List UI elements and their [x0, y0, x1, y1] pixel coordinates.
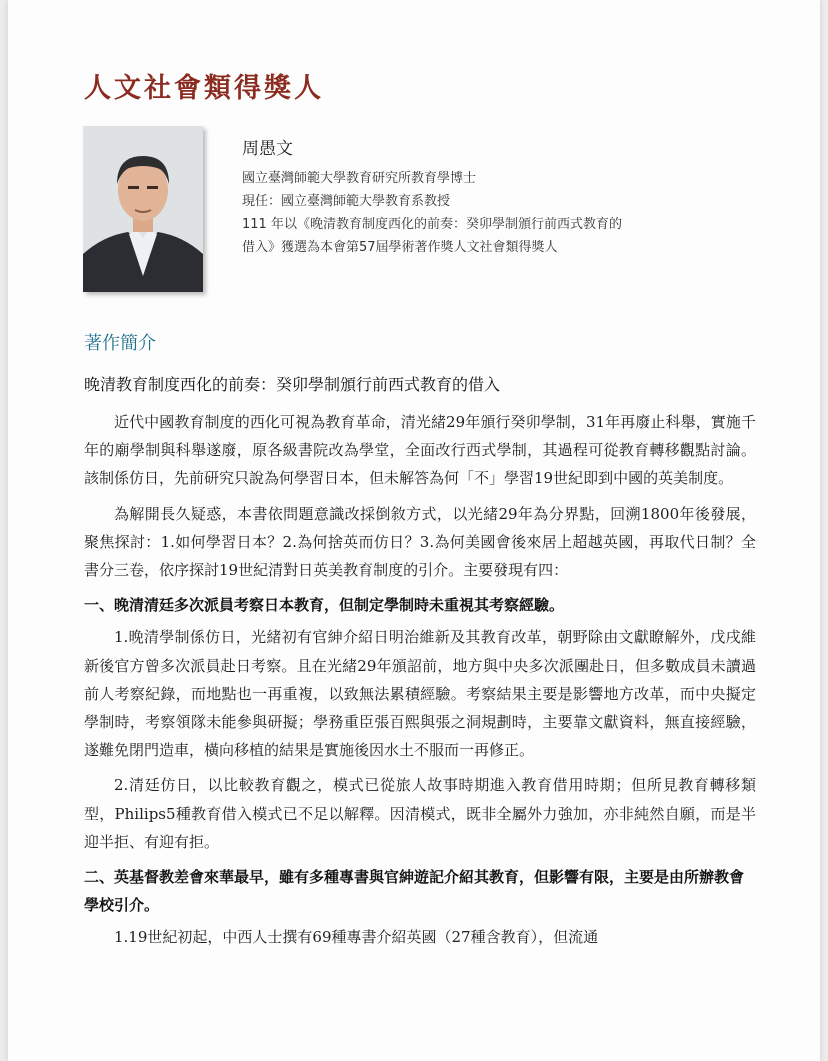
bio-position: 現任：國立臺灣師範大學教育系教授 [242, 194, 451, 209]
paragraph: 2.清廷仿日，以比較教育觀之，模式已從旅人故事時期進入教育借用時期；但所見教育轉移類型，Philips5種教育借入模式已不足以解釋。因清模式，既非全屬外力強加，亦非純然自願，而是半迎半拒、有迎有拒。 [84, 776, 756, 851]
section-title: 著作簡介 [84, 333, 156, 354]
page-heading: 人文社會類得獎人 [84, 73, 324, 104]
paragraph: 為解開長久疑惑，本書依問題意識改採倒敘方式，以光緒29年為分界點，回溯1800年後發展，聚焦探討：1.如何學習日本？2.為何捨英而仿日？3.為何美國會後來居上超越英國，再取代日制？全書分三卷，依序探討19世紀清對日英美教育制度的引介。主要發現有四： [84, 504, 756, 580]
book-title: 晚清教育制度西化的前奏：癸卯學制頒行前西式教育的借入 [84, 375, 501, 394]
finding-heading: 二、英基督教差會來華最早，雖有多種專書與官紳遊記介紹其教育，但影響有限，主要是由所辦教會學校引介。 [84, 868, 745, 915]
page [8, 0, 820, 1061]
author-bio [242, 134, 742, 259]
bio-award-line-1: 111 年以《晚清教育制度西化的前奏：癸卯學制頒行前西式教育的 [242, 217, 622, 232]
paragraph: 1.19世紀初起，中西人士撰有69種專書介紹英國（27種含教育），但流通 [114, 928, 599, 947]
bio-degree: 國立臺灣師範大學教育研究所教育學博士 [242, 171, 477, 186]
finding-heading: 一、晚清清廷多次派員考察日本教育，但制定學制時未重視其考察經驗。 [84, 596, 565, 615]
paragraph: 1.晚清學制係仿日，光緒初有官紳介紹日明治維新及其教育改革，朝野除由文獻瞭解外，戊戌維新後官方曾多次派員赴日考察。且在光緒29年頒詔前，地方與中央多次派團赴日，但多數成員未讀過前人考察紀錄，而地點也一再重複，以致無法累積經驗。考察結果主要是影響地方改革，而中央擬定學制時，考察領隊未能參與研擬；學務重臣張百熙與張之洞規劃時，主要靠文獻資料，無直接經驗，遂難免閉門造車，橫向移植的結果是實施後因水土不服而一再修正。 [84, 628, 756, 760]
paragraph: 近代中國教育制度的西化可視為教育革命，清光緒29年頒行癸卯學制，31年再廢止科舉，實施千年的廟學制與科舉遂廢，原各級書院改為學堂，全面改行西式學制，其過程可從教育轉移觀點討論。該制係仿日，先前研究只說為何學習日本，但未解答為何「不」學習19世紀即到中國的英美制度。 [84, 413, 756, 488]
book-summary [84, 408, 756, 959]
author-name: 周愚文 [242, 139, 293, 159]
author-photo [83, 126, 203, 292]
bio-award-line-2: 借入》獲選為本會第57屆學術著作獎人文社會類得獎人 [242, 240, 558, 255]
